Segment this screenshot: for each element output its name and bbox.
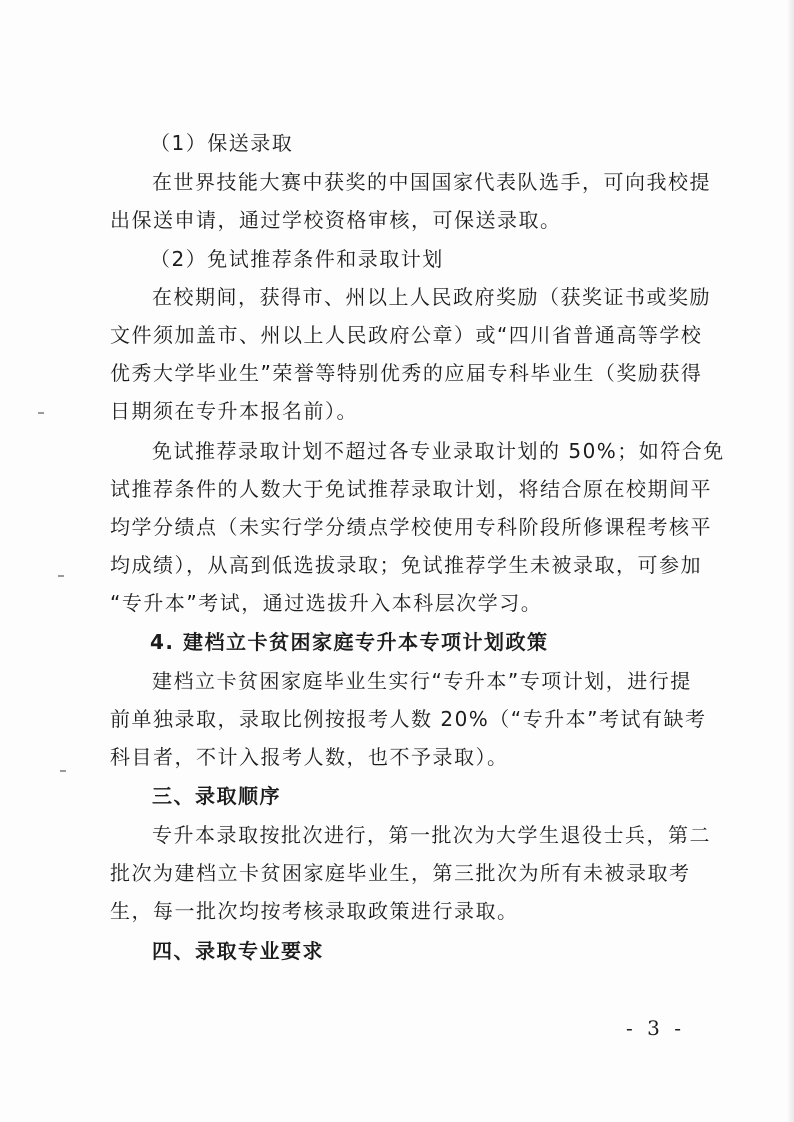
paragraph-line: 生，每一批次均按考核录取政策进行录取。 [110, 899, 519, 923]
page-number: - 3 - [626, 1016, 685, 1040]
paragraph-line: 在校期间，获得市、州以上人民政府奖励（获奖证书或奖励 [152, 285, 711, 309]
paragraph-line: 文件须加盖市、州以上人民政府公章）或“四川省普通高等学校 [110, 323, 703, 347]
heading-exemption-conditions: （2）免试推荐条件和录取计划 [150, 247, 444, 271]
paragraph-line: 专升本录取按批次进行，第一批次为大学生退役士兵，第二 [152, 823, 711, 847]
paragraph-line: 均成绩），从高到低选拔录取；免试推荐学生未被录取，可参加 [110, 553, 702, 577]
paragraph-line: 日期须在专升本报名前）。 [110, 399, 358, 423]
heading-recommended-admission: （1）保送录取 [150, 131, 294, 155]
paragraph-line: 在世界技能大赛中获奖的中国国家代表队选手，可向我校提 [152, 170, 711, 194]
heading-admission-order: 三、录取顺序 [152, 784, 281, 808]
paragraph-line: 科目者，不计入报考人数，也不予录取）。 [110, 745, 509, 769]
scan-mark [58, 575, 64, 577]
heading-special-plan: 4. 建档立卡贫困家庭专升本专项计划政策 [150, 630, 549, 654]
paragraph-line: “专升本”考试，通过选拔升入本科层次学习。 [110, 591, 543, 615]
paragraph-line: 批次为建档立卡贫困家庭毕业生，第三批次为所有未被录取考 [110, 861, 691, 885]
page-edge-shadow [786, 0, 794, 1122]
scan-mark [60, 770, 66, 772]
paragraph-line: 均学分绩点（未实行学分绩点学校使用专科阶段所修课程考核平 [110, 515, 712, 539]
paragraph-line: 试推荐条件的人数大于免试推荐录取计划，将结合原在校期间平 [110, 477, 712, 501]
paragraph-line: 优秀大学毕业生”荣誉等特别优秀的应届专科毕业生（奖励获得 [110, 361, 703, 385]
heading-major-requirements: 四、录取专业要求 [152, 939, 324, 963]
paragraph-line: 前单独录取，录取比例按报考人数 20%（“专升本”考试有缺考 [110, 707, 707, 731]
paragraph-line: 出保送申请，通过学校资格审核，可保送录取。 [110, 208, 562, 232]
paragraph-line: 免试推荐录取计划不超过各专业录取计划的 50%；如符合免 [152, 439, 725, 463]
paragraph-line: 建档立卡贫困家庭毕业生实行“专升本”专项计划，进行提 [152, 669, 692, 693]
scan-mark [38, 412, 44, 414]
